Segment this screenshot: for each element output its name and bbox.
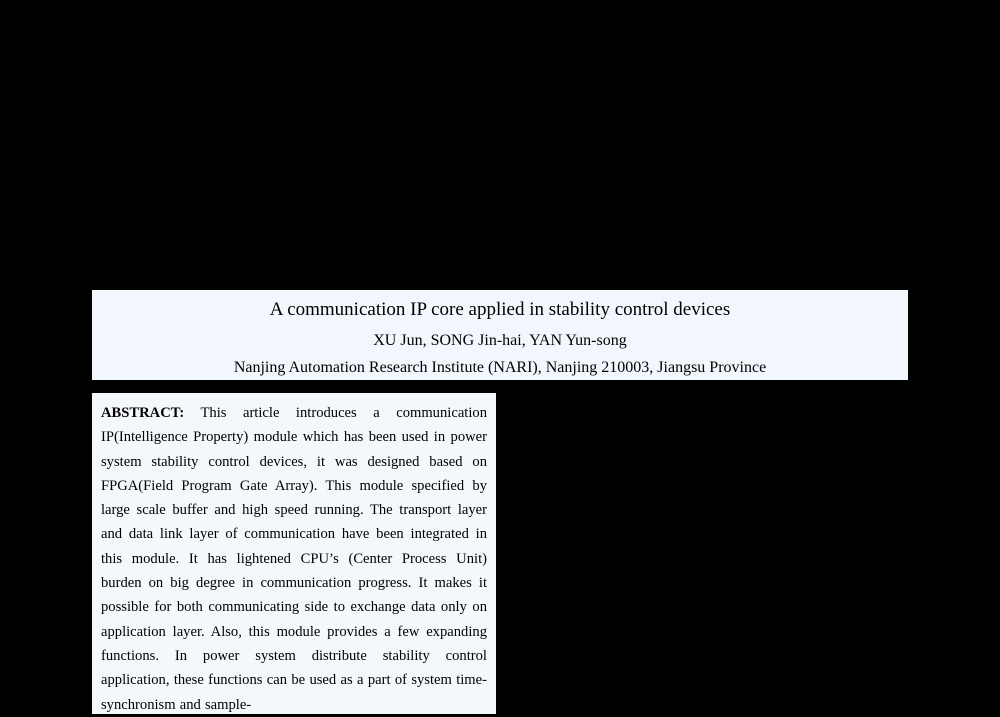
abstract-body: This article introduces a communication IP(Intelligence Property) module which has been used in power system stability control devices, it was designed based on FPGA(Field Program Gate Array). This module specified by large scale buffer and high speed running. The transport layer and data link layer of communication have been integrated in this module. It has lightened CPU’s (Center Process Unit) burden on big degree in communication progress. It makes it possible for both communicating side to exchange data only on application layer. Also, this module provides a few expanding functions. In power system distribute stability control application, these functions can be used as a part of system time-synchronism and sample- (101, 405, 487, 713)
author-list: XU Jun, SONG Jin-hai, YAN Yun-song (373, 332, 627, 349)
abstract-block (92, 393, 496, 714)
abstract-paragraph (101, 401, 487, 717)
title-block (92, 290, 908, 380)
affiliation-line: Nanjing Automation Research Institute (NARI), Nanjing 210003, Jiangsu Province (233, 359, 767, 376)
page-title: A communication IP core applied in stability control devices (269, 299, 731, 320)
abstract-label: ABSTRACT: (101, 405, 185, 421)
